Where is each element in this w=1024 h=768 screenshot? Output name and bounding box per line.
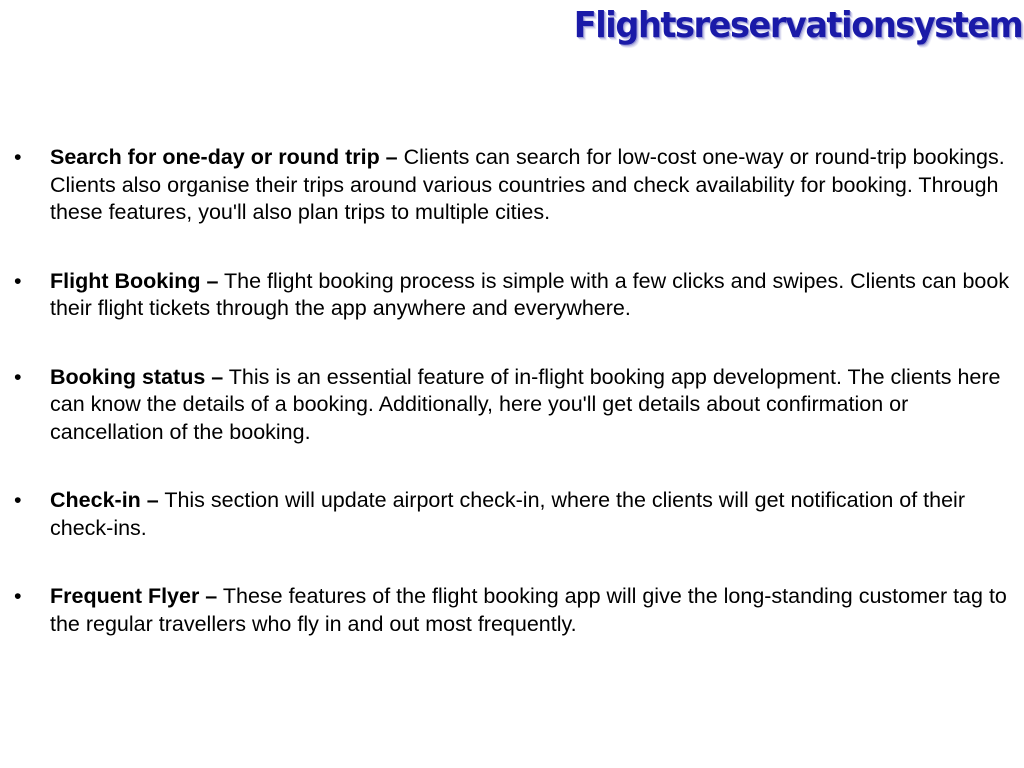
bullet-text: This section will update airport check-in, where the clients will get notification of their check-ins. <box>50 488 965 540</box>
slide-title: Flightsreservationsystem <box>573 5 1022 46</box>
bullet-icon: • <box>14 488 22 512</box>
bullet-term: Flight Booking – <box>50 268 219 293</box>
list-item-booking-status <box>14 364 1014 447</box>
list-item-flight-booking <box>14 268 1014 323</box>
feature-list <box>14 144 1014 679</box>
bullet-text: This is an essential feature of in-flight booking app development. The clients here can know the details of a booking. Additionally, here you'll get details about confirmation or cancellation of the booking. <box>50 364 1001 444</box>
list-item-search <box>14 144 1014 227</box>
list-item-check-in <box>14 487 1014 542</box>
list-item-frequent-flyer <box>14 583 1014 638</box>
bullet-term: Search for one-day or round trip – <box>50 145 398 169</box>
bullet-icon: • <box>14 145 22 169</box>
bullet-icon: • <box>14 584 22 608</box>
bullet-text: These features of the flight booking app will give the long-standing customer tag to the regular travellers who fly in and out most frequently. <box>50 584 1007 636</box>
bullet-term: Booking status – <box>50 364 224 389</box>
bullet-icon: • <box>14 268 22 293</box>
bullet-term: Check-in – <box>50 488 159 512</box>
bullet-term: Frequent Flyer – <box>50 584 218 608</box>
bullet-text: The flight booking process is simple with a few clicks and swipes. Clients can book their flight tickets through the app anywhere and everywhere. <box>50 268 1010 320</box>
bullet-icon: • <box>14 364 22 389</box>
bullet-text: Clients can search for low-cost one-way or round-trip bookings. Clients also organise their trips around various countries and check availability for booking. Through these features, you'll also plan trips to multiple cities. <box>50 145 1005 224</box>
